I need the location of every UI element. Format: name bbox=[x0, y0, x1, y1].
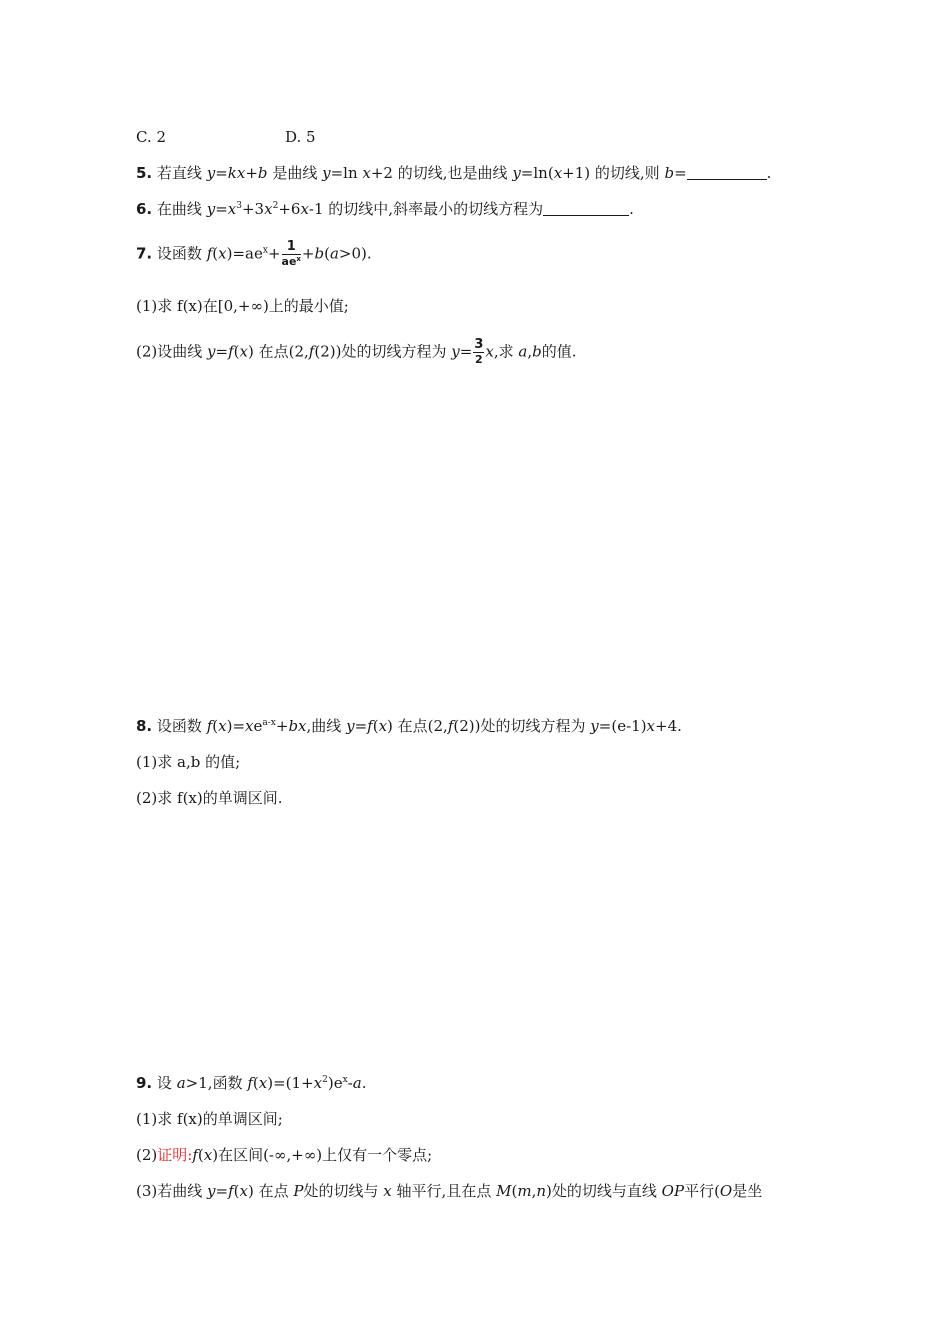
question-number: 9. bbox=[136, 1074, 153, 1092]
question-5: 5. 若直线 y=kx+b 是曲线 y=ln x+2 的切线,也是曲线 y=ln(x+1) 的切线,则 b= . bbox=[136, 164, 772, 182]
answer-blank[interactable] bbox=[687, 165, 767, 180]
question-9-part-1: (1)求 f(x)的单调区间; bbox=[136, 1110, 283, 1128]
question-8-part-2: (2)求 f(x)的单调区间. bbox=[136, 789, 283, 807]
question-number: 5. bbox=[136, 164, 153, 182]
answer-blank[interactable] bbox=[543, 201, 629, 216]
question-9: 9. 设 a>1,函数 $f(x)=(1+x^2)e^x-a$. bbox=[136, 1074, 367, 1092]
question-7: 7. 设函数 $f(x)=ae^x+$ $\frac{1}{ae^x}$ +b(a>0). bbox=[136, 239, 372, 268]
fraction: $\frac{3}{2}$ bbox=[474, 337, 484, 366]
option-d: D. 5 bbox=[285, 128, 316, 146]
question-7-part-2: (2)设曲线 y=f(x) 在点(2,f(2))处的切线方程为 y= $\frac{3}{2}$ x,求 a,b的值. bbox=[136, 337, 577, 366]
question-8: 8. 设函数 $f(x)=xe^{a-x}+bx$,曲线 y=f(x) 在点(2,f(2))处的切线方程为 y=(e-1)x+4. bbox=[136, 717, 682, 735]
fraction: $\frac{1}{ae^x}$ bbox=[281, 239, 301, 268]
option-c: C. 2 bbox=[136, 128, 167, 146]
question-7-part-1: (1)求 f(x)在[0,+∞)上的最小值; bbox=[136, 297, 349, 315]
proof-label: 证明: bbox=[157, 1146, 193, 1164]
question-9-part-3: (3)若曲线 y=f(x) 在点 P处的切线与 x 轴平行,且在点 M(m,n)处的切线与直线 OP平行(O是坐 bbox=[136, 1182, 763, 1200]
question-number: 7. bbox=[136, 244, 153, 263]
question-number: 8. bbox=[136, 717, 153, 735]
question-9-part-2: (2)证明:f(x)在区间(-∞,+∞)上仅有一个零点; bbox=[136, 1146, 433, 1164]
question-number: 6. bbox=[136, 200, 153, 218]
question-6: 6. 在曲线 $y=x^3+3x^2+6x-1$ 的切线中,斜率最小的切线方程为 . bbox=[136, 200, 634, 218]
question-8-part-1: (1)求 a,b 的值; bbox=[136, 753, 241, 771]
